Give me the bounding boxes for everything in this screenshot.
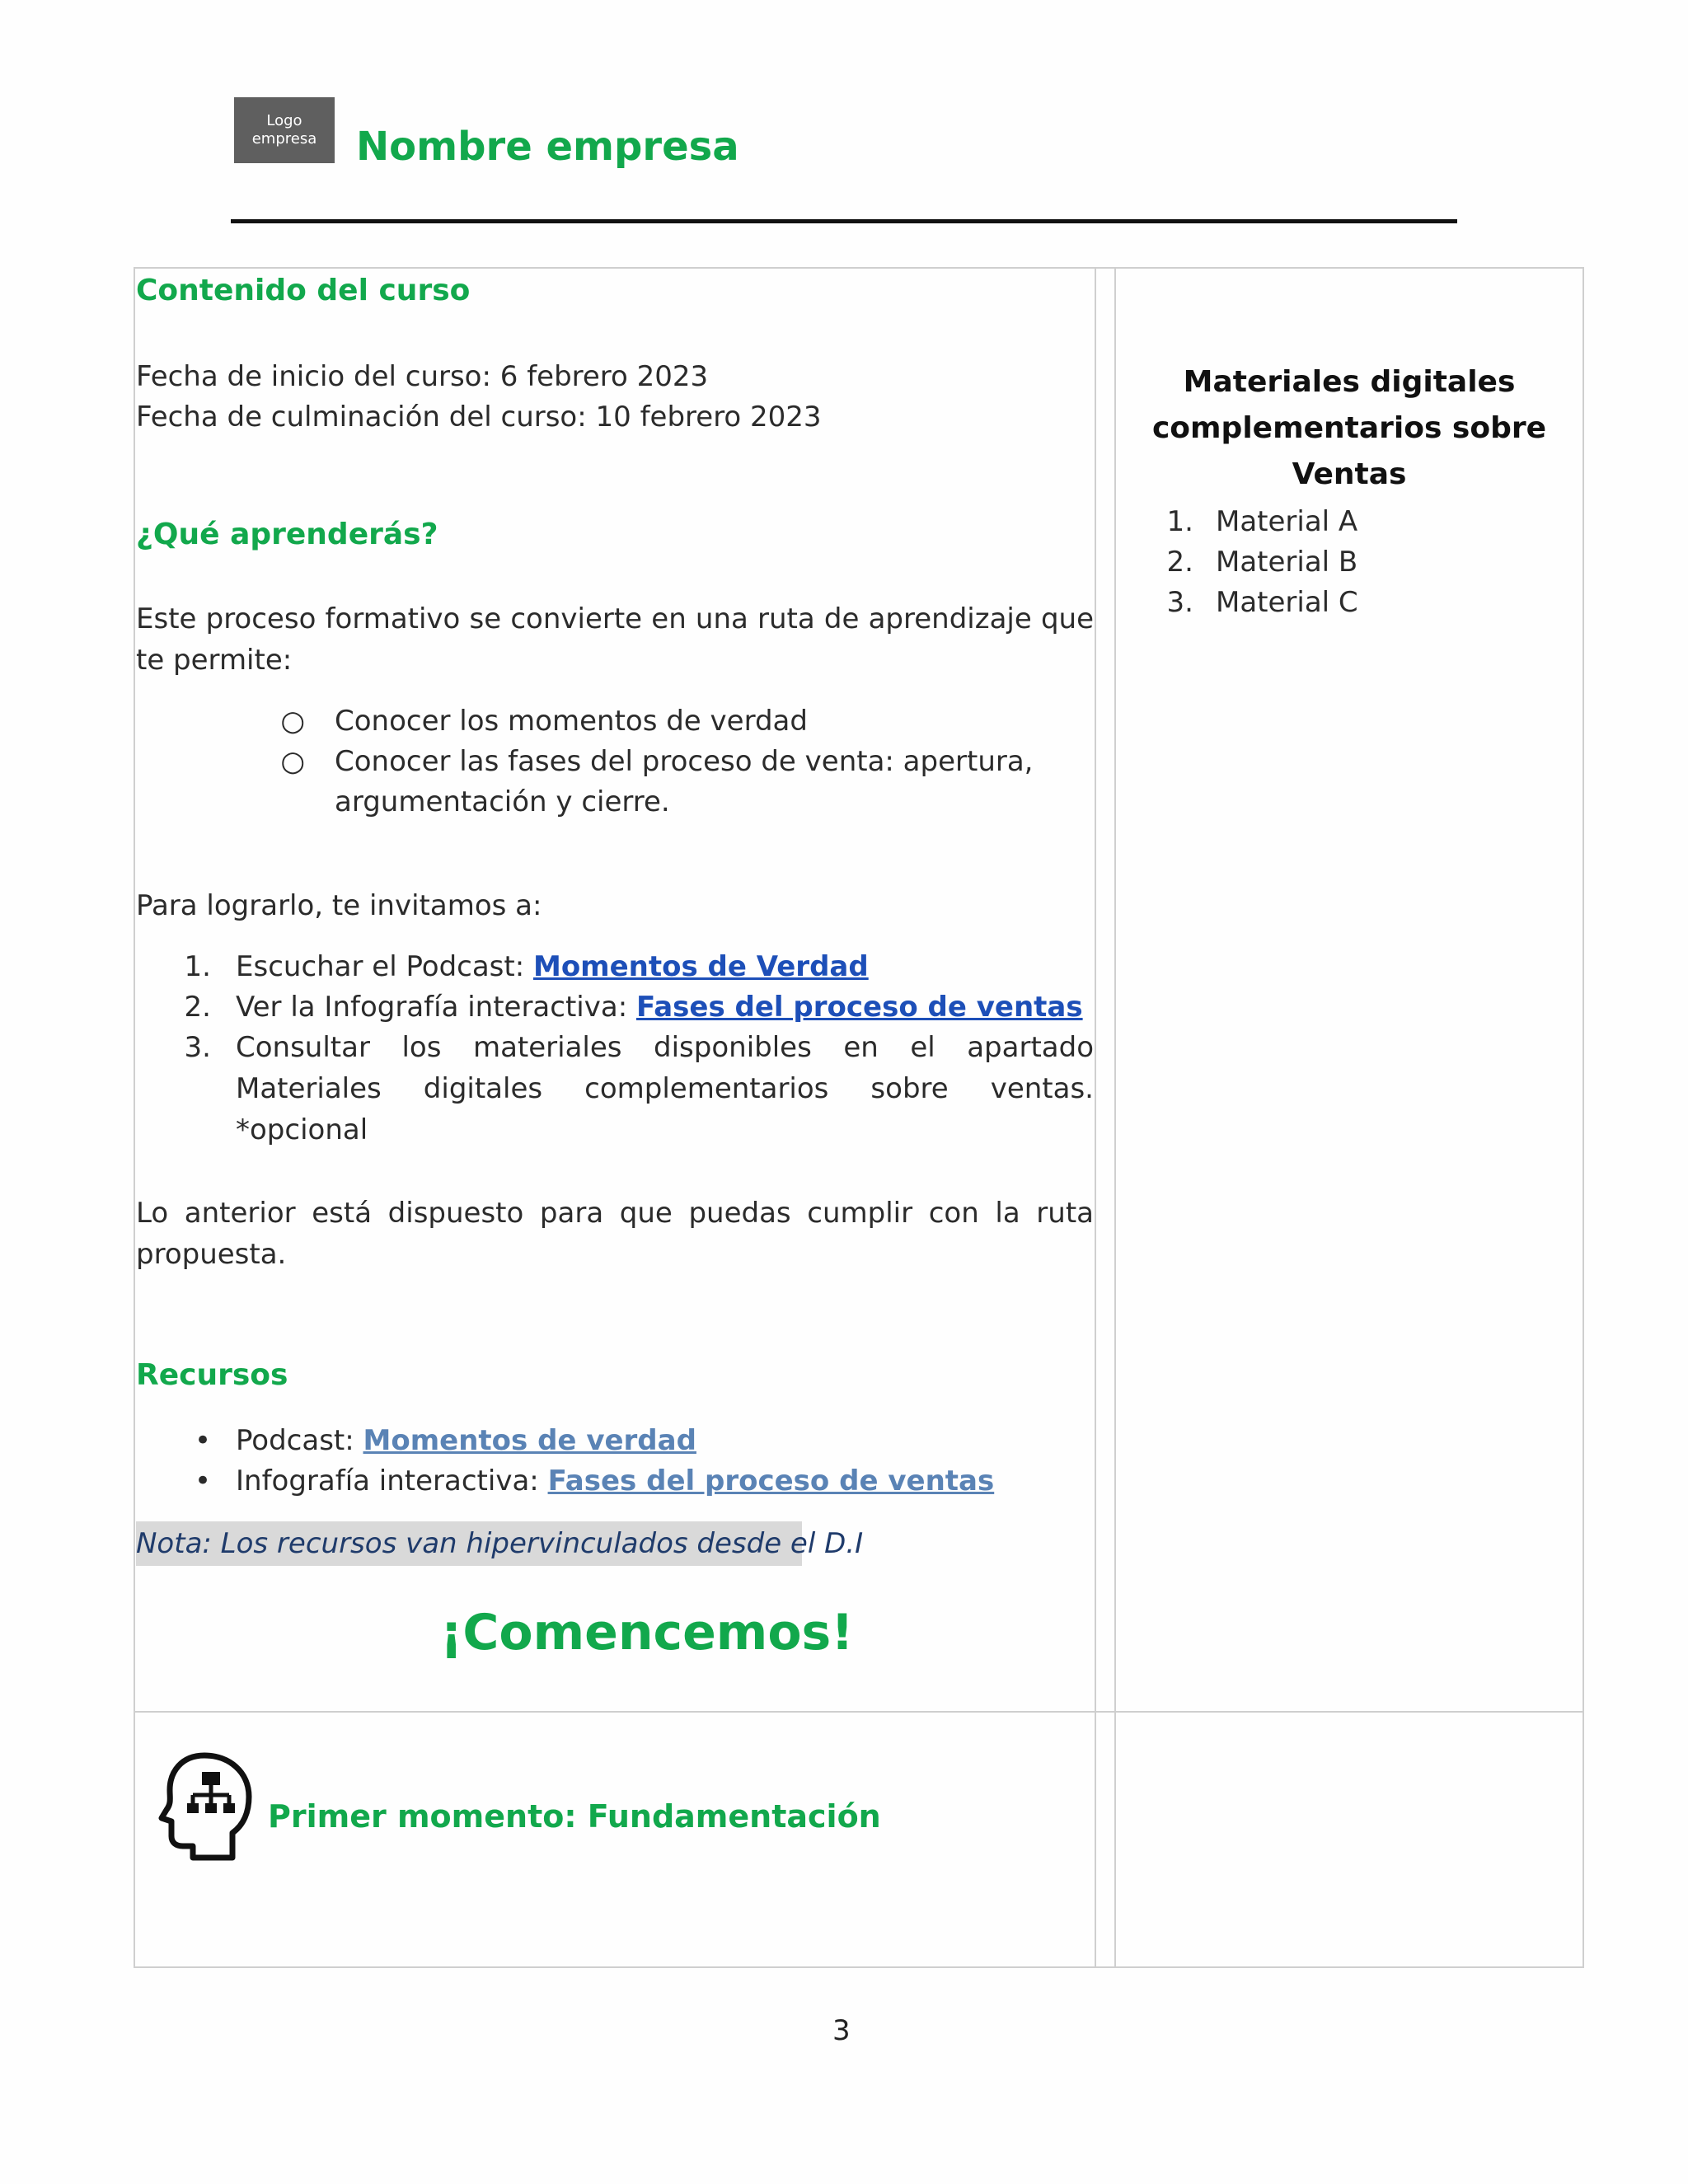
step-text: Ver la Infografía interactiva: [236,991,636,1024]
step-item: Consultar los materiales disponibles en el apartado Materiales digitales complementarios sobre ventas. *opcional [236,1031,1094,1146]
material-item: Material B [1216,546,1358,579]
start-heading: ¡Comencemos! [440,1604,854,1661]
material-item: Material C [1216,586,1358,619]
resources-note: Nota: Los recursos van hipervinculados desde el D.I [136,1521,802,1566]
company-name: Nombre empresa [356,124,739,170]
list-item: Conocer los momentos de verdad [335,705,808,738]
list-bullet: • [194,1465,211,1497]
step-number: 1. [184,950,211,983]
invite-text: Para lograrlo, te invitamos a: [136,889,542,922]
resource-podcast-link[interactable]: Momentos de verdad [363,1424,696,1457]
material-number: 2. [1166,546,1193,579]
list-bullet: • [194,1424,211,1457]
material-item: Material A [1216,505,1358,538]
logo-text-line1: Logo [266,112,302,129]
logo-text-line2: empresa [251,130,317,148]
list-bullet: ○ [280,705,305,738]
step-text: Escuchar el Podcast: [236,950,533,983]
header-divider [231,219,1457,223]
step-number: 3. [184,1031,211,1064]
resource-item [236,1420,696,1461]
company-logo [234,97,335,163]
route-paragraph: Lo anterior está dispuesto para que puedas cumplir con la ruta propuesta. [136,1197,1094,1271]
page-number: 3 [832,2014,851,2047]
resource-item [236,1460,994,1502]
moment-title: Primer momento: Fundamentación [268,1798,881,1835]
resources-heading: Recursos [136,1358,288,1392]
row-divider [135,1711,1582,1713]
step-number: 2. [184,991,211,1024]
end-date: Fecha de culminación del curso: 10 febrero 2023 [136,401,822,434]
course-content-title: Contenido del curso [136,274,471,307]
list-bullet: ○ [280,745,305,778]
materials-title-line2: complementarios sobre Ventas [1151,411,1547,491]
infographic-link[interactable]: Fases del proceso de ventas [635,991,1083,1024]
materials-title [1114,359,1584,498]
podcast-link[interactable]: Momentos de Verdad [532,950,869,983]
resource-infographic-link[interactable]: Fases del proceso de ventas [547,1465,995,1497]
materials-title-line1: Materiales digitales [1183,365,1516,399]
intro-paragraph: Este proceso formativo se convierte en una ruta de aprendizaje que te permite: [136,602,1094,677]
list-item: Conocer las fases del proceso de venta: apertura, [335,745,1034,778]
head-diagram-icon [157,1747,256,1863]
resource-text: Podcast: [236,1424,363,1457]
start-date: Fecha de inicio del curso: 6 febrero 2023 [136,360,709,393]
resource-text: Infografía interactiva: [236,1465,548,1497]
list-item-continued: argumentación y cierre. [335,785,670,818]
material-number: 1. [1166,505,1193,538]
learn-heading: ¿Qué aprenderás? [136,518,438,551]
step-item [236,946,869,987]
material-number: 3. [1166,586,1193,619]
step-item [236,987,1083,1028]
